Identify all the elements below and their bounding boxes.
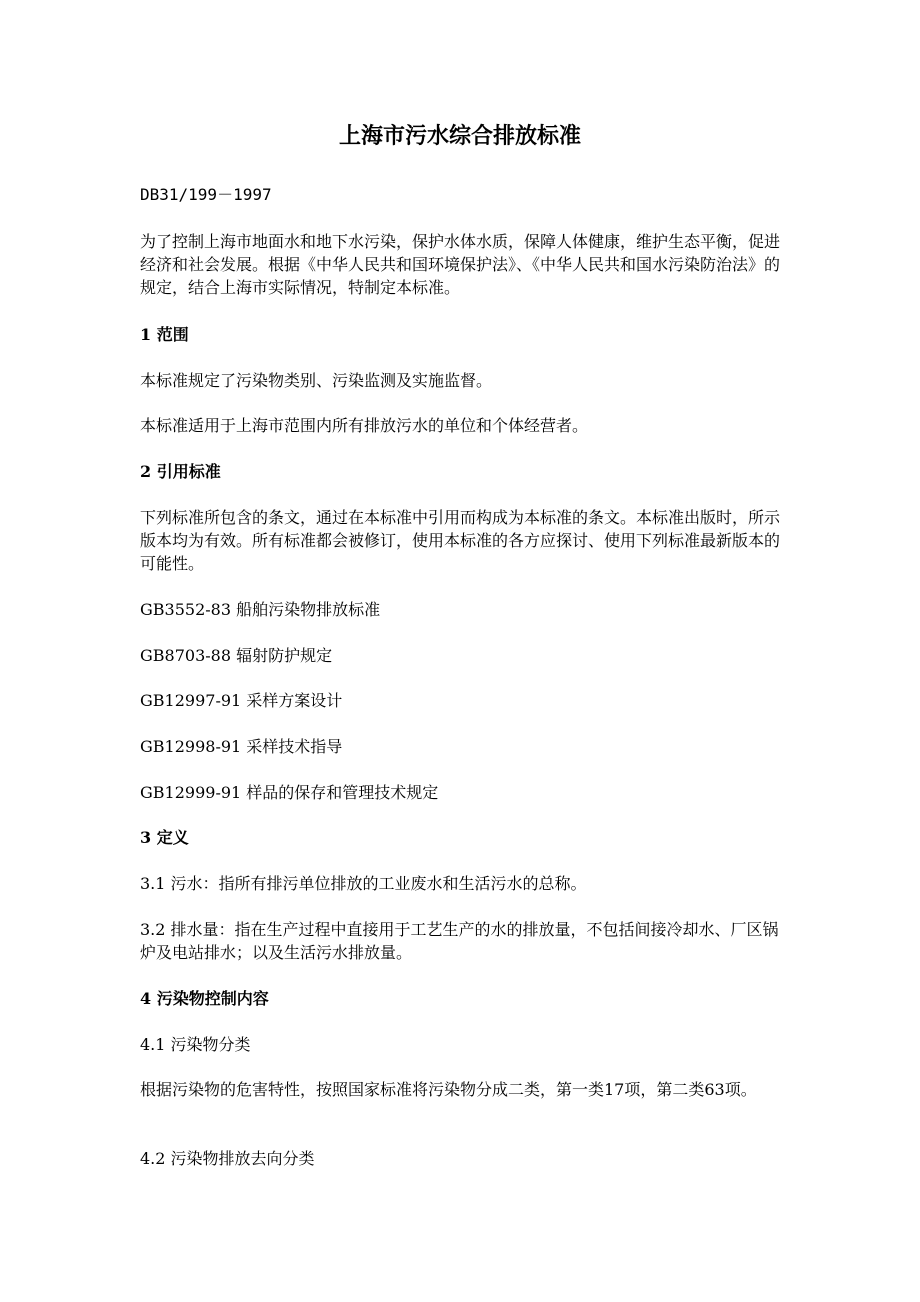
- subsection-4-2-heading: 4.2 污染物排放去向分类: [140, 1149, 315, 1168]
- definition-item: 3.2 排水量：指在生产过程中直接用于工艺生产的水的排放量，不包括间接冷却水、厂区锅炉及电站排水；以及生活污水排放量。: [140, 920, 779, 962]
- intro-paragraph: 为了控制上海市地面水和地下水污染，保护水体水质，保障人体健康，维护生态平衡，促进经济和社会发展。根据《中华人民共和国环境保护法》、《中华人民共和国水污染防治法》的规定，结合上海市实际情况，特制定本标准。: [140, 232, 781, 297]
- section-4-heading: 4 污染物控制内容: [140, 989, 269, 1008]
- standard-code: DB31/199－1997: [140, 185, 272, 204]
- document-title: 上海市污水综合排放标准: [338, 123, 581, 149]
- reference-item: GB12999-91 样品的保存和管理技术规定: [140, 783, 439, 802]
- reference-item: GB12997-91 采样方案设计: [140, 691, 343, 710]
- reference-item: GB3552-83 船舶污染物排放标准: [140, 600, 381, 619]
- reference-item: GB12998-91 采样技术指导: [140, 737, 343, 756]
- section-3-heading: 3 定义: [140, 828, 189, 847]
- definition-item: 3.1 污水：指所有排污单位排放的工业废水和生活污水的总称。: [140, 874, 587, 893]
- section-2-heading: 2 引用标准: [140, 462, 221, 481]
- section-1-paragraph-1: 本标准规定了污染物类别、污染监测及实施监督。: [140, 371, 493, 390]
- subsection-4-1-heading: 4.1 污染物分类: [140, 1035, 251, 1054]
- reference-item: GB8703-88 辐射防护规定: [140, 646, 333, 665]
- section-2-intro: 下列标准所包含的条文，通过在本标准中引用而构成为本标准的条文。本标准出版时，所示版本均为有效。所有标准都会被修订，使用本标准的各方应探讨、使用下列标准最新版本的可能性。: [140, 508, 781, 573]
- subsection-4-1-text: 根据污染物的危害特性，按照国家标准将污染物分成二类，第一类17项，第二类63项。: [140, 1080, 757, 1099]
- section-1-heading: 1 范围: [140, 325, 189, 344]
- section-1-paragraph-2: 本标准适用于上海市范围内所有排放污水的单位和个体经营者。: [140, 416, 589, 435]
